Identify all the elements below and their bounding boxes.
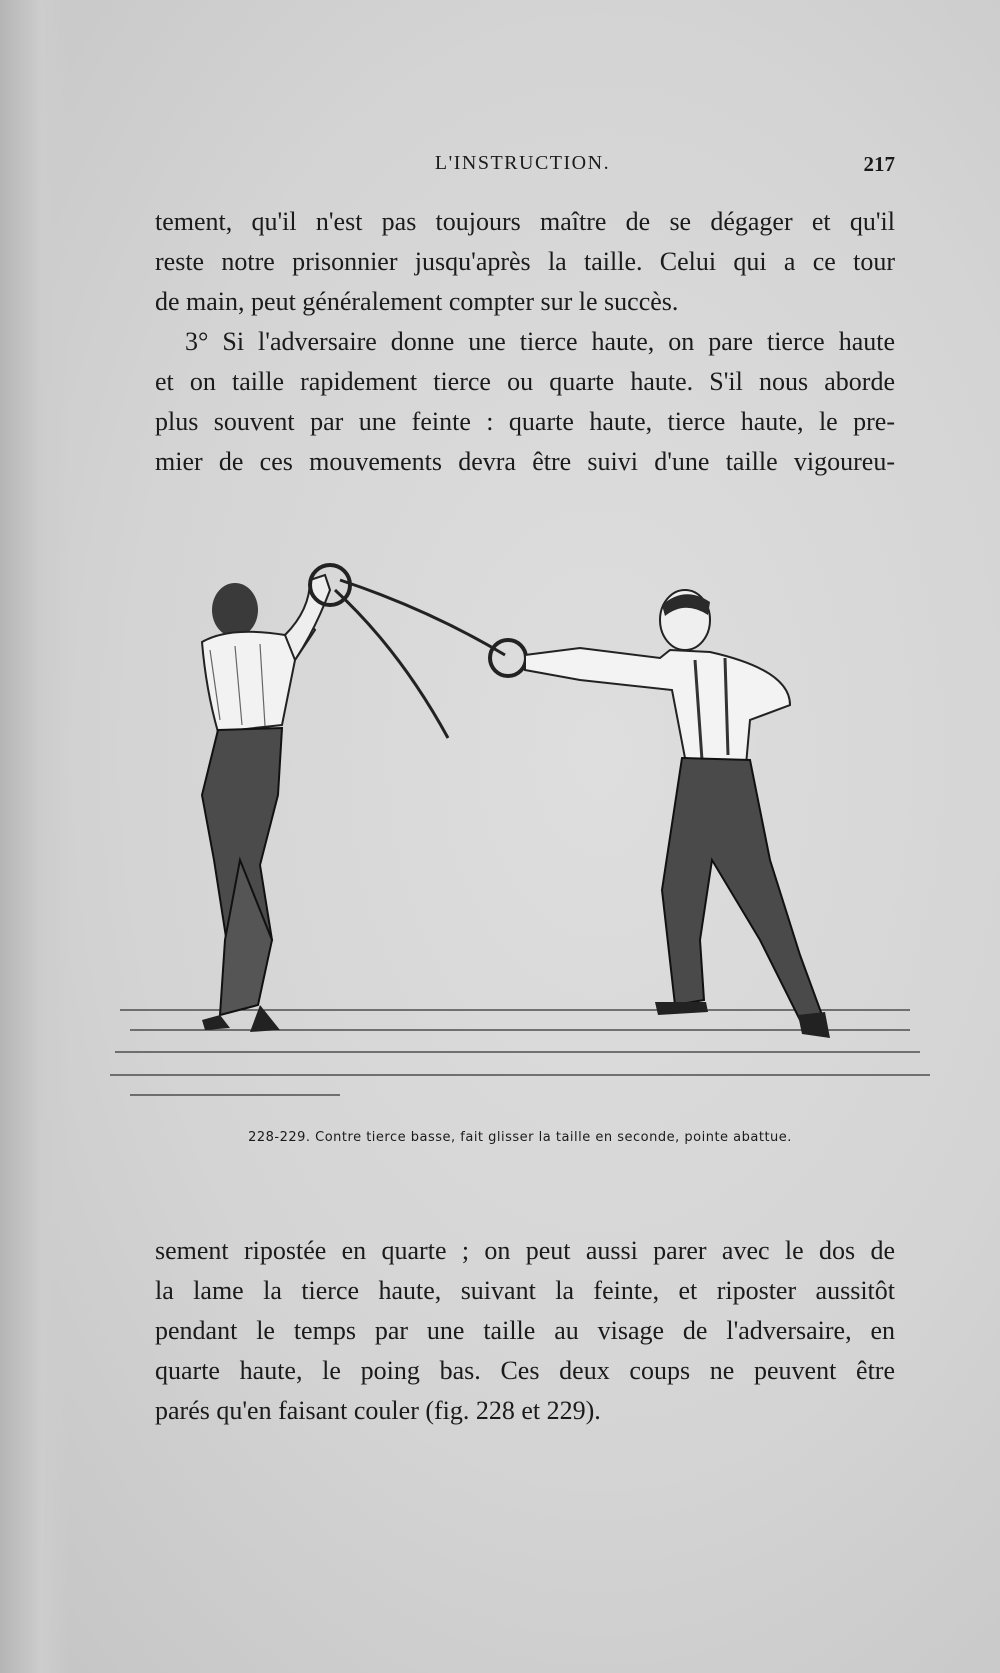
text-line: 3° Si l'adversaire donne une tierce haute, on pare tierce haute: [185, 327, 895, 356]
sabres: [310, 565, 526, 738]
paragraph-top: [155, 202, 895, 482]
figure: [110, 560, 930, 1145]
text-line: la lame la tierce haute, suivant la feinte, et riposter aussitôt: [155, 1276, 895, 1305]
text-line: reste notre prisonnier jusqu'après la taille. Celui qui a ce tour: [155, 247, 895, 276]
right-fencer: [525, 590, 830, 1038]
running-head: L'INSTRUCTION.: [434, 152, 611, 174]
text-line: pendant le temps par une taille au visage de l'adversaire, en: [155, 1316, 895, 1345]
page-header: [150, 152, 895, 182]
text-line: quarte haute, le poing bas. Ces deux coups ne peuvent être: [155, 1356, 895, 1385]
text-line: de main, peut généralement compter sur le succès.: [155, 287, 679, 316]
text-line: parés qu'en faisant couler (fig. 228 et 229).: [155, 1396, 601, 1425]
figure-caption: 228-229. Contre tierce basse, fait glisser la taille en seconde, pointe abattue.: [248, 1130, 792, 1145]
gutter-shadow: [0, 0, 70, 1673]
fencers-illustration: [110, 560, 930, 1120]
text-line: mier de ces mouvements devra être suivi d'une taille vigoureu-: [155, 447, 895, 476]
page-number: 217: [863, 152, 895, 176]
text-line: sement ripostée en quarte ; on peut aussi parer avec le dos de: [155, 1236, 895, 1265]
paragraph-bottom: [155, 1231, 895, 1431]
left-fencer: [202, 575, 330, 1032]
text-line: plus souvent par une feinte : quarte haute, tierce haute, le pre-: [155, 407, 895, 436]
text-line: tement, qu'il n'est pas toujours maître de se dégager et qu'il: [155, 207, 895, 236]
text-line: et on taille rapidement tierce ou quarte haute. S'il nous aborde: [155, 367, 895, 396]
